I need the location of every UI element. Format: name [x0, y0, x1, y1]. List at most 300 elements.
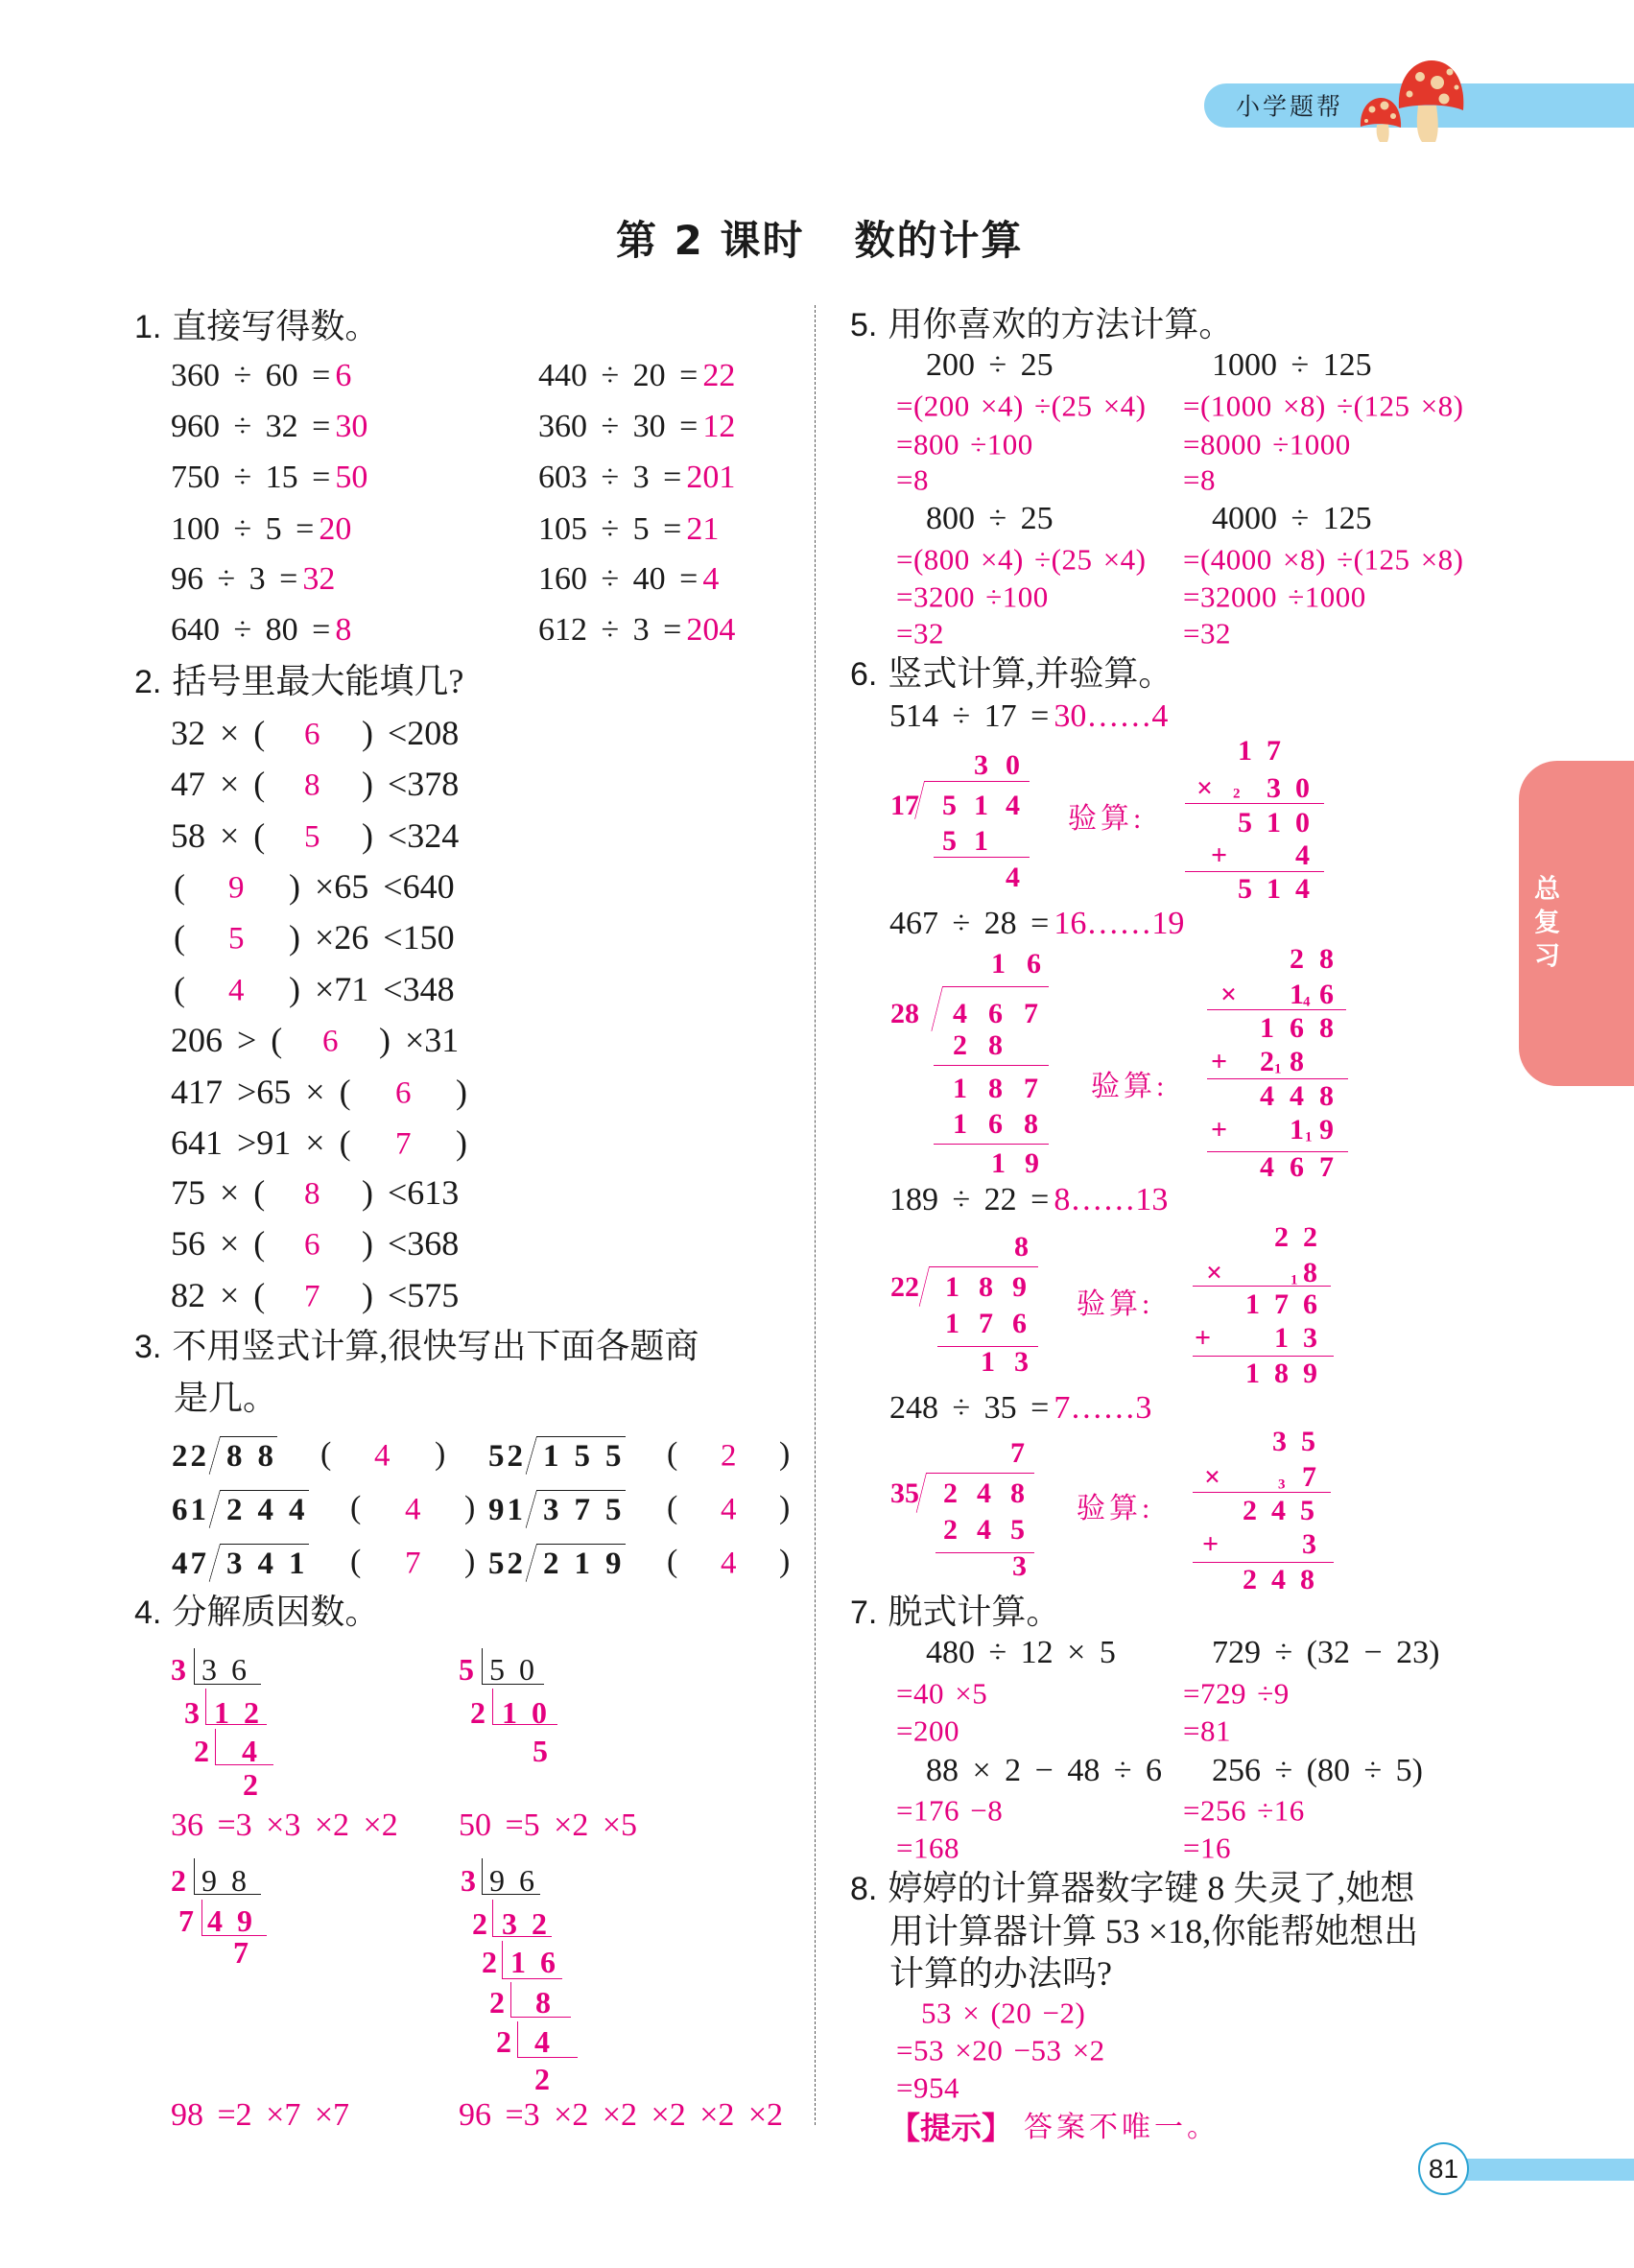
- q1-item: [538, 461, 735, 494]
- q2-answer: 7: [304, 1279, 320, 1314]
- verify-row: 467: [1260, 1151, 1349, 1183]
- verify-digit: 1: [1290, 1114, 1304, 1146]
- q5-expression: 1000 ÷ 125: [1212, 347, 1372, 383]
- factor-result: 96 =3 ×2 ×2 ×2 ×2 ×2: [459, 2097, 784, 2133]
- verify-row: 248: [1243, 1564, 1329, 1595]
- q8-solution-step: =954: [896, 2070, 959, 2105]
- divisor: 61: [172, 1493, 209, 1527]
- work-row: 28: [953, 1029, 1024, 1061]
- short-div-divisor: 3: [184, 1695, 200, 1730]
- q3-answer: 2: [721, 1438, 737, 1474]
- times-sign: ×: [1206, 1257, 1223, 1288]
- short-div-divisor: 2: [482, 1945, 497, 1979]
- quotient: 8: [1014, 1231, 1029, 1263]
- verify-digit: 8: [1303, 1257, 1317, 1288]
- q2-post: ) <613: [362, 1173, 460, 1212]
- carry-digit: 3: [1278, 1477, 1286, 1493]
- check-label: 验算:: [1077, 1288, 1154, 1320]
- answer: 201: [686, 460, 736, 495]
- q3-prompt-line1: 不用竖式计算,很快写出下面各题商: [172, 1327, 699, 1365]
- verify-row: 176: [1245, 1288, 1332, 1320]
- verify-digit: 6: [1319, 979, 1334, 1010]
- verify-row: 30: [1267, 772, 1324, 804]
- q3-prompt-line2: 是几。: [174, 1379, 278, 1417]
- brand-label: 小学题帮: [1236, 92, 1344, 121]
- q2-post: ) ×26 <150: [289, 918, 455, 957]
- paren-open: (: [667, 1544, 678, 1579]
- q5-step: =8: [896, 462, 929, 497]
- times-sign: ×: [1196, 772, 1214, 804]
- q2-pre: 47 × (: [171, 765, 266, 803]
- divisor: 22: [890, 1271, 919, 1303]
- q2-heading: [134, 664, 463, 698]
- short-div-last: 5: [533, 1734, 562, 1768]
- expression: 96 ÷ 3 =: [171, 561, 298, 597]
- expression: 360 ÷ 60 =: [171, 358, 331, 393]
- q3-long-division: [172, 1544, 320, 1581]
- verify-row: 245: [1243, 1495, 1329, 1526]
- q2-answer: 6: [322, 1024, 339, 1059]
- verify-line: [1185, 871, 1324, 872]
- remainder: 19: [991, 1147, 1058, 1179]
- q2-post: ): [456, 1123, 467, 1162]
- answer: 21: [686, 511, 720, 547]
- q5-expression: 4000 ÷ 125: [1212, 501, 1372, 536]
- q8-prompt-line3: 计算的办法吗?: [889, 1954, 1112, 1993]
- short-div-divisor: 2: [496, 2024, 511, 2059]
- q7-step: =168: [896, 1831, 959, 1865]
- q1-item: [171, 411, 367, 443]
- short-div-last: 7: [233, 1935, 263, 1970]
- verify-row: 13: [1274, 1322, 1332, 1354]
- q3-long-division: [488, 1544, 637, 1581]
- q1-heading: [134, 309, 379, 343]
- work-row: 187: [953, 1073, 1059, 1104]
- short-div-number: 49: [207, 1903, 267, 1938]
- short-div-divisor: 2: [194, 1734, 209, 1768]
- short-div-divisor: 2: [171, 1863, 186, 1898]
- expression: 467 ÷ 28 =: [889, 906, 1050, 941]
- short-div-divisor: 3: [461, 1863, 476, 1898]
- verify-row: 4: [1295, 839, 1310, 871]
- answer: 12: [702, 409, 736, 444]
- q2-post: ) <378: [362, 765, 460, 803]
- page-title: [616, 217, 1024, 264]
- q7-step: =81: [1183, 1713, 1231, 1748]
- q3-answer: 4: [721, 1492, 737, 1527]
- division-line: [934, 1065, 1049, 1066]
- verify-row: 168: [1260, 1012, 1349, 1044]
- answer: 6: [335, 358, 352, 393]
- divisor: 28: [890, 998, 919, 1029]
- verify-line: [1193, 1286, 1331, 1287]
- verify-row: 17: [1238, 735, 1295, 767]
- answer: 204: [686, 612, 736, 648]
- divisor: 52: [488, 1439, 526, 1474]
- q2-answer: 6: [304, 717, 320, 752]
- division-overline: [924, 781, 1030, 782]
- expression: 100 ÷ 5 =: [171, 511, 315, 547]
- plus-sign: +: [1211, 1046, 1228, 1077]
- short-div-divisor: 2: [472, 1906, 487, 1941]
- paren-close: ): [464, 1490, 476, 1525]
- verify-row: 3: [1302, 1528, 1316, 1560]
- q6-expression: [889, 700, 1168, 733]
- q2-answer: 6: [395, 1075, 412, 1111]
- q2-answer: 4: [228, 973, 245, 1008]
- q2-pre: (: [174, 918, 185, 957]
- plus-sign: +: [1211, 1114, 1228, 1146]
- paren-open: (: [667, 1490, 678, 1525]
- dividend: 189: [945, 1271, 1046, 1303]
- dividend: 248: [943, 1477, 1044, 1509]
- work-row: 176: [945, 1308, 1046, 1339]
- short-div-number: 50: [489, 1652, 549, 1687]
- plus-sign: +: [1195, 1322, 1212, 1354]
- paren-close: ): [435, 1436, 446, 1472]
- verify-row: 514: [1238, 873, 1324, 905]
- q8-prompt-line1: 婷婷的计算器数字键 8 失灵了,她想: [888, 1869, 1415, 1907]
- paren-close: ): [779, 1436, 791, 1472]
- q3-long-division: [172, 1490, 320, 1527]
- answer: 30: [335, 409, 368, 444]
- q8-prompt-line2: 用计算器计算 53 ×18,你能帮她想出: [889, 1912, 1419, 1950]
- q3-answer: 7: [405, 1546, 421, 1581]
- q2-post: ) <368: [362, 1224, 460, 1263]
- remainder: 13: [981, 1346, 1048, 1378]
- plus-sign: +: [1202, 1528, 1220, 1560]
- paren-open: (: [350, 1490, 362, 1525]
- q2-pre: 32 × (: [171, 714, 266, 752]
- answer: 8: [335, 612, 352, 648]
- lesson-label: 第 2 课时: [616, 217, 805, 264]
- dividend: 155: [536, 1436, 626, 1473]
- answer: 50: [335, 460, 368, 495]
- q7-number: 7.: [850, 1595, 878, 1631]
- check-label: 验算:: [1077, 1493, 1154, 1524]
- q8-number: 8.: [850, 1871, 878, 1907]
- q8-solution-step: =53 ×20 −53 ×2: [896, 2033, 1105, 2067]
- verify-line: [1207, 1009, 1346, 1010]
- q5-step: =(4000 ×8) ÷(125 ×8): [1183, 542, 1464, 577]
- quotient: 16: [991, 948, 1062, 980]
- carry-digit: 1: [1274, 1061, 1282, 1077]
- q7-step: =200: [896, 1713, 959, 1748]
- q6-prompt: 竖式计算,并验算。: [888, 654, 1173, 693]
- hint-text: 答案不唯一。: [1024, 2112, 1220, 2143]
- carry-digit: 2: [1233, 786, 1241, 802]
- mushroom-icon: [1353, 56, 1473, 147]
- divisor: 35: [890, 1477, 919, 1509]
- q2-pre: 75 × (: [171, 1173, 266, 1212]
- q2-answer: 8: [304, 1176, 320, 1212]
- q5-step: =32: [896, 616, 944, 650]
- q2-post: ): [456, 1073, 467, 1111]
- division-overline: [926, 1473, 1034, 1474]
- q2-post: ) ×31: [379, 1021, 460, 1059]
- work-row: 168: [953, 1108, 1059, 1140]
- q3-long-division: [172, 1436, 289, 1474]
- answer: 16……19: [1054, 906, 1185, 941]
- page-number: 81: [1428, 2153, 1459, 2184]
- short-div-divisor: 7: [178, 1903, 194, 1938]
- expression: 612 ÷ 3 =: [538, 612, 682, 648]
- q1-item: [538, 513, 719, 546]
- q5-step: =(200 ×4) ÷(25 ×4): [896, 389, 1147, 423]
- q2-answer: 5: [228, 921, 245, 957]
- side-tab-char: 总: [1534, 874, 1560, 905]
- expression: 514 ÷ 17 =: [889, 698, 1050, 734]
- verify-line: [1193, 1356, 1334, 1357]
- expression: 189 ÷ 22 =: [889, 1182, 1050, 1217]
- paren-close: ): [779, 1490, 791, 1525]
- q4-heading: [134, 1595, 379, 1629]
- expression: 603 ÷ 3 =: [538, 460, 682, 495]
- check-label: 验算:: [1068, 803, 1146, 835]
- short-div-number: 8: [535, 1985, 565, 2020]
- q2-pre: 58 × (: [171, 816, 266, 855]
- q2-pre: 417 >65 × (: [171, 1073, 351, 1111]
- q7-step: =176 −8: [896, 1793, 1004, 1828]
- paren-open: (: [667, 1436, 678, 1472]
- short-div-divisor: 3: [171, 1652, 186, 1687]
- footer-bar: [1458, 2159, 1634, 2181]
- q1-item: [538, 360, 735, 392]
- expression: 960 ÷ 32 =: [171, 409, 331, 444]
- short-div-number: 4: [534, 2024, 564, 2059]
- quotient: 30: [974, 749, 1037, 781]
- times-sign: ×: [1220, 979, 1238, 1010]
- q5-expression: 800 ÷ 25: [926, 501, 1054, 536]
- short-div-number: 98: [201, 1863, 261, 1898]
- division-line: [934, 857, 1030, 858]
- q5-step: =32000 ÷1000: [1183, 579, 1366, 614]
- q1-number: 1.: [134, 309, 162, 345]
- verify-row: 28: [1290, 943, 1349, 975]
- q2-pre: 641 >91 × (: [171, 1123, 351, 1162]
- verify-line: [1207, 1078, 1348, 1079]
- q7-expression: 480 ÷ 12 × 5: [926, 1635, 1116, 1670]
- carry-digit: 4: [1303, 994, 1311, 1010]
- q5-step: =800 ÷100: [896, 427, 1033, 461]
- expression: 360 ÷ 30 =: [538, 409, 699, 444]
- expression: 248 ÷ 35 =: [889, 1390, 1050, 1426]
- verify-digit: 8: [1290, 1046, 1304, 1077]
- verify-digit: 7: [1302, 1461, 1316, 1493]
- division-overline: [929, 1266, 1038, 1267]
- short-div-last: 2: [534, 2062, 564, 2096]
- q1-prompt: 直接写得数。: [172, 307, 380, 345]
- q6-heading: [850, 656, 1172, 691]
- q2-pre: (: [174, 867, 185, 906]
- q5-heading: [850, 307, 1233, 342]
- q2-answer: 5: [304, 819, 320, 855]
- q7-expression: 729 ÷ (32 − 23): [1212, 1635, 1440, 1670]
- factor-result: 36 =3 ×3 ×2 ×2: [171, 1807, 398, 1843]
- divisor: 91: [488, 1493, 526, 1527]
- q2-answer: 7: [395, 1126, 412, 1162]
- q7-expression: 256 ÷ (80 ÷ 5): [1212, 1753, 1423, 1788]
- q1-item: [538, 563, 719, 596]
- answer: 22: [702, 358, 736, 393]
- q2-pre: (: [174, 970, 185, 1008]
- answer: 30……4: [1054, 698, 1169, 734]
- expression: 160 ÷ 40 =: [538, 561, 699, 597]
- q6-expression: [889, 1392, 1151, 1425]
- q3-answer: 4: [405, 1492, 421, 1527]
- q6-expression: [889, 908, 1184, 940]
- division-line: [934, 1144, 1049, 1145]
- q7-prompt: 脱式计算。: [888, 1593, 1061, 1631]
- verify-row: 22: [1274, 1221, 1332, 1253]
- q2-pre: 56 × (: [171, 1224, 266, 1263]
- dividend: 375: [536, 1490, 626, 1526]
- verify-digit: 1: [1290, 979, 1304, 1010]
- dividend: 244: [220, 1490, 309, 1526]
- q2-post: ) <324: [362, 816, 460, 855]
- verify-line: [1193, 1562, 1334, 1563]
- short-div-divisor: 2: [470, 1695, 485, 1730]
- verify-row: 189: [1245, 1358, 1332, 1389]
- short-div-number: 12: [214, 1695, 273, 1730]
- q5-step: =8000 ÷1000: [1183, 427, 1351, 461]
- division-bracket: [931, 986, 943, 1031]
- answer: 8……13: [1054, 1182, 1169, 1217]
- divisor: 22: [172, 1439, 209, 1474]
- topic-label: 数的计算: [854, 217, 1024, 264]
- expression: 640 ÷ 80 =: [171, 612, 331, 648]
- paren-open: (: [350, 1544, 362, 1579]
- q5-step: =(800 ×4) ÷(25 ×4): [896, 542, 1147, 577]
- q4-number: 4.: [134, 1595, 162, 1631]
- q2-post: ) <208: [362, 714, 460, 752]
- divisor: 52: [488, 1547, 526, 1581]
- short-div-number: 4: [242, 1734, 272, 1768]
- q7-step: =40 ×5: [896, 1676, 988, 1711]
- expression: 440 ÷ 20 =: [538, 358, 699, 393]
- verify-line: [1193, 1492, 1331, 1493]
- verify-digit: 9: [1319, 1114, 1334, 1146]
- paren-close: ): [779, 1544, 791, 1579]
- side-tab-char: 复: [1534, 908, 1560, 938]
- q7-step: =729 ÷9: [1183, 1676, 1290, 1711]
- q2-answer: 9: [228, 870, 245, 906]
- division-bracket: [919, 1266, 930, 1307]
- verify-row: 510: [1238, 807, 1324, 839]
- dividend: 514: [942, 790, 1037, 821]
- q3-answer: 4: [721, 1546, 737, 1581]
- answer: 7……3: [1054, 1390, 1152, 1426]
- page-number-badge: [1418, 2142, 1469, 2195]
- dividend: 219: [536, 1544, 626, 1580]
- verify-digit: 2: [1260, 1046, 1274, 1077]
- verify-line: [1185, 803, 1324, 804]
- q5-number: 5.: [850, 307, 878, 343]
- carry-digit: 1: [1305, 1129, 1313, 1146]
- q2-post: ) ×65 <640: [289, 867, 455, 906]
- q7-expression: 88 × 2 − 48 ÷ 6: [926, 1753, 1163, 1788]
- q2-answer: 6: [304, 1227, 320, 1263]
- q8-solution-step: 53 × (20 −2): [921, 1996, 1086, 2030]
- q6-number: 6.: [850, 656, 878, 693]
- q1-item: [171, 563, 335, 596]
- short-div-last: 2: [243, 1767, 272, 1802]
- q5-step: =32: [1183, 616, 1231, 650]
- divisor: 17: [890, 790, 919, 821]
- check-label: 验算:: [1091, 1071, 1169, 1102]
- q2-pre: 206 > (: [171, 1021, 283, 1059]
- q2-prompt: 括号里最大能填几?: [172, 662, 464, 700]
- q5-step: =(1000 ×8) ÷(125 ×8): [1183, 389, 1464, 423]
- q3-long-division: [488, 1436, 637, 1474]
- q7-step: =16: [1183, 1831, 1231, 1865]
- divisor: 47: [172, 1547, 209, 1581]
- work-row: 245: [943, 1514, 1044, 1546]
- q5-prompt: 用你喜欢的方法计算。: [888, 305, 1234, 343]
- verify-row: 448: [1260, 1080, 1349, 1112]
- short-div-number: 96: [489, 1863, 549, 1898]
- q3-number: 3.: [134, 1329, 162, 1365]
- remainder: 3: [1012, 1550, 1027, 1582]
- quotient: 7: [1010, 1437, 1025, 1469]
- division-overline: [942, 986, 1049, 987]
- q6-expression: [889, 1184, 1168, 1217]
- remainder: 4: [1006, 862, 1020, 893]
- q1-item: [538, 411, 735, 443]
- q1-item: [171, 461, 367, 494]
- q1-item: [171, 513, 351, 546]
- column-divider: [815, 305, 816, 2125]
- q3-answer: 4: [374, 1438, 391, 1474]
- q2-post: ) ×71 <348: [289, 970, 455, 1008]
- q1-item: [171, 614, 351, 647]
- q5-step: =3200 ÷100: [896, 579, 1049, 614]
- expression: 750 ÷ 15 =: [171, 460, 331, 495]
- hint-label: 【提示】: [889, 2111, 1013, 2145]
- paren-close: ): [464, 1544, 476, 1579]
- answer: 4: [702, 561, 720, 597]
- carry-digit: 1: [1291, 1272, 1298, 1288]
- q8-heading: [850, 1871, 1414, 1905]
- verify-row: 35: [1272, 1426, 1330, 1457]
- dividend: 88: [220, 1436, 277, 1473]
- answer: 32: [302, 561, 336, 597]
- dividend: 341: [220, 1544, 309, 1580]
- q3-heading: [134, 1329, 699, 1363]
- q2-answer: 8: [304, 768, 320, 803]
- short-div-divisor: 5: [459, 1652, 474, 1687]
- q7-step: =256 ÷16: [1183, 1793, 1305, 1828]
- answer: 20: [319, 511, 352, 547]
- q2-post: ) <575: [362, 1276, 460, 1314]
- short-div-number: 36: [201, 1652, 261, 1687]
- q1-item: [538, 614, 735, 647]
- short-div-number: 10: [502, 1695, 561, 1730]
- q5-step: =8: [1183, 462, 1216, 497]
- short-div-number: 32: [502, 1906, 561, 1941]
- times-sign: ×: [1204, 1461, 1221, 1493]
- short-div-number: 16: [510, 1945, 570, 1979]
- dividend: 467: [953, 998, 1059, 1029]
- q3-long-division: [488, 1490, 637, 1527]
- plus-sign: +: [1211, 839, 1228, 871]
- expression: 105 ÷ 5 =: [538, 511, 682, 547]
- work-row: 51: [942, 825, 1006, 857]
- q4-prompt: 分解质因数。: [172, 1593, 380, 1631]
- factor-result: 50 =5 ×2 ×5: [459, 1807, 638, 1843]
- q7-heading: [850, 1595, 1060, 1629]
- factor-result: 98 =2 ×7 ×7: [171, 2097, 350, 2133]
